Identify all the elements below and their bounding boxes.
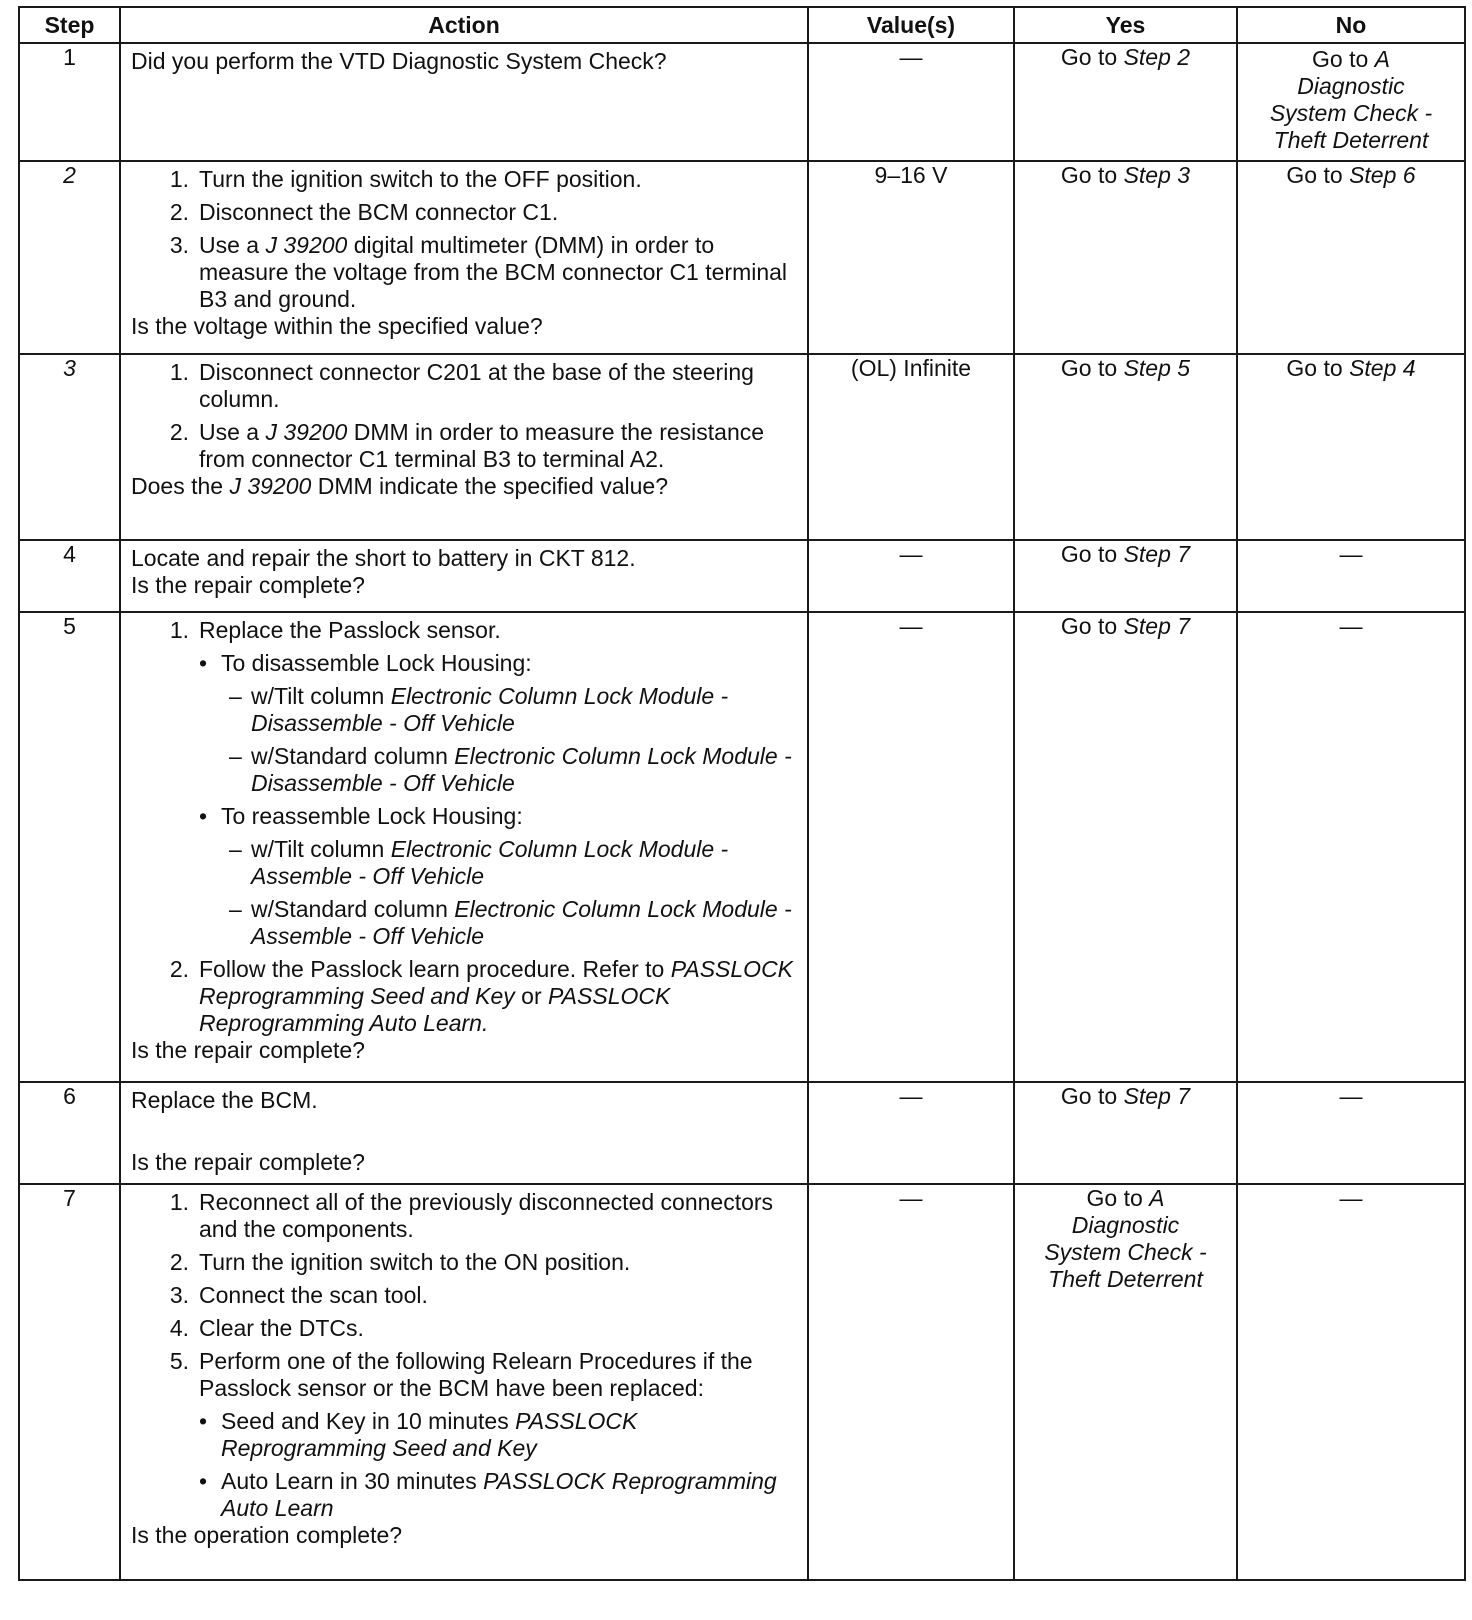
value-cell: 9–16 V (808, 161, 1014, 354)
value-cell: — (808, 1184, 1014, 1580)
go-to-text: Go to (1060, 355, 1124, 381)
value-cell: — (808, 612, 1014, 1082)
procedure-ref-link[interactable]: PASSLOCK Reprogramming Auto Learn. (199, 983, 671, 1036)
action-cell (120, 540, 808, 612)
step-ref-link[interactable]: Step 3 (1123, 162, 1191, 188)
instruction: Connect the scan tool. (199, 1282, 428, 1308)
procedure-ref-link[interactable]: Electronic Column Lock Module - Assemble - Off Vehicle (251, 896, 792, 949)
step-number: 1 (19, 43, 120, 161)
action-cell: 1. Disconnect connector C201 at the base of the steering column. 2. Use a J 39200 DMM in order to measure the resistance from connector C1 terminal B3 to terminal A2. Does the J 39200 DMM indicate the specified value? (120, 354, 808, 540)
bullet-item: To disassemble Lock Housing: (221, 650, 532, 676)
go-to-text: Go to (1312, 46, 1375, 72)
table-row (19, 161, 1465, 354)
tool-ref: J 39200 (265, 419, 348, 445)
header-no: No (1237, 7, 1465, 43)
table-row (19, 1082, 1465, 1184)
header-step: Step (19, 7, 120, 43)
question: Does the J 39200 DMM indicate the specified value? (131, 473, 668, 499)
instruction: Perform one of the following Relearn Procedures if the Passlock sensor or the BCM have been replaced: (199, 1348, 753, 1401)
go-to-text: Go to (1060, 1083, 1124, 1109)
go-to-text: Go to (1060, 162, 1124, 188)
question: Is the repair complete? (131, 1149, 365, 1175)
procedure-ref-link[interactable]: PASSLOCK Reprogramming Seed and Key (199, 956, 794, 1009)
go-to-text: Go to (1086, 1185, 1150, 1211)
instruction: Replace the Passlock sensor. (199, 617, 501, 643)
procedure-ref-link[interactable]: A Diagnostic System Check - Theft Deterrent (1269, 46, 1433, 153)
go-to-text: Go to (1060, 44, 1124, 70)
table-row (19, 1184, 1465, 1580)
instruction: Clear the DTCs. (199, 1315, 364, 1341)
instruction: Disconnect the BCM connector C1. (199, 199, 559, 225)
question: Did you perform the VTD Diagnostic System Check? (131, 48, 667, 74)
no-cell (1237, 354, 1465, 540)
go-to-text: Go to (1286, 162, 1350, 188)
instruction: Reconnect all of the previously disconnected connectors and the components. (199, 1189, 774, 1242)
table-row (19, 612, 1465, 1082)
bullet-item: Seed and Key in 10 minutes PASSLOCK Reprogramming Seed and Key (221, 1408, 638, 1461)
step-ref-link[interactable]: Step 6 (1349, 162, 1416, 188)
go-to-text: Go to (1286, 355, 1350, 381)
value-cell: — (808, 43, 1014, 161)
value-cell: — (808, 1082, 1014, 1184)
header-action: Action (120, 7, 808, 43)
procedure-ref-link[interactable]: PASSLOCK Reprogramming Auto Learn (221, 1468, 777, 1521)
instruction: Use a J 39200 DMM in order to measure the resistance from connector C1 terminal B3 to terminal A2. (199, 419, 765, 472)
yes-cell (1014, 43, 1237, 161)
header-row (19, 7, 1465, 43)
question: Is the operation complete? (131, 1522, 403, 1548)
dash-item: w/Tilt column Electronic Column Lock Module - Disassemble - Off Vehicle (251, 683, 729, 736)
action-cell: 1. Turn the ignition switch to the OFF position. 2. Disconnect the BCM connector C1. 3. Use a J 39200 digital multimeter (DMM) in order to measure the voltage from the BCM connector C1 terminal B3 and ground. Is the voltage within the specified value? (120, 161, 808, 354)
no-cell: — (1237, 1082, 1465, 1184)
yes-cell (1014, 354, 1237, 540)
go-to-text: Go to (1060, 613, 1124, 639)
no-cell: — (1237, 1184, 1465, 1580)
step-number: 3 (19, 354, 120, 540)
dash-item: w/Standard column Electronic Column Lock Module - Disassemble - Off Vehicle (251, 743, 792, 796)
instruction: Replace the BCM. (131, 1087, 318, 1113)
no-cell: — (1237, 540, 1465, 612)
yes-cell (1014, 161, 1237, 354)
go-to-text: Go to (1060, 541, 1124, 567)
step-ref-link[interactable]: Step 7 (1123, 1083, 1191, 1109)
table-row (19, 354, 1465, 540)
tool-ref: J 39200 (265, 232, 348, 258)
no-cell: — (1237, 612, 1465, 1082)
yes-cell (1014, 540, 1237, 612)
action-cell: 1. Reconnect all of the previously disconnected connectors and the components. 2. Turn the ignition switch to the ON position. 3. Connect the scan tool. 4. Clear the DTCs. 5. Perform one of the following Relearn Procedures if the Passlock sensor or the BCM have been replaced: • Seed and Key in 10 minutes PASSLOCK Reprogramming Seed and Key • Auto Learn in 30 minutes PASSLOCK Reprogramming Auto Learn Is the operation complete? (120, 1184, 808, 1580)
step-ref-link[interactable]: Step 2 (1123, 44, 1191, 70)
instruction: Turn the ignition switch to the OFF position. (199, 166, 642, 192)
dash-item: w/Tilt column Electronic Column Lock Module - Assemble - Off Vehicle (251, 836, 729, 889)
step-number: 4 (19, 540, 120, 612)
no-cell (1237, 161, 1465, 354)
step-ref-link[interactable]: Step 7 (1123, 541, 1191, 567)
value-cell: (OL) Infinite (808, 354, 1014, 540)
step-number: 6 (19, 1082, 120, 1184)
step-number: 5 (19, 612, 120, 1082)
step-number: 7 (19, 1184, 120, 1580)
header-values: Value(s) (808, 7, 1014, 43)
procedure-ref-link[interactable]: A Diagnostic System Check - Theft Deterrent (1044, 1185, 1207, 1292)
dash-item: w/Standard column Electronic Column Lock Module - Assemble - Off Vehicle (251, 896, 792, 949)
action-cell (120, 1082, 808, 1184)
header-yes: Yes (1014, 7, 1237, 43)
instruction: Follow the Passlock learn procedure. Refer to PASSLOCK Reprogramming Seed and Key or PASSLOCK Reprogramming Auto Learn. (199, 956, 794, 1036)
procedure-ref-link[interactable]: Electronic Column Lock Module - Disassemble - Off Vehicle (251, 743, 792, 796)
yes-cell (1014, 1184, 1237, 1580)
diagnostic-table (18, 6, 1466, 1581)
table-row (19, 43, 1465, 161)
action-cell (120, 43, 808, 161)
yes-cell (1014, 1082, 1237, 1184)
instruction: Locate and repair the short to battery in CKT 812. (131, 545, 636, 571)
instruction: Disconnect connector C201 at the base of the steering column. (199, 359, 754, 412)
value-cell: — (808, 540, 1014, 612)
question: Is the repair complete? (131, 1037, 365, 1063)
table-row (19, 540, 1465, 612)
step-ref-link[interactable]: Step 5 (1123, 355, 1191, 381)
step-ref-link[interactable]: Step 4 (1349, 355, 1416, 381)
procedure-ref-link[interactable]: PASSLOCK Reprogramming Seed and Key (221, 1408, 638, 1461)
instruction: Use a J 39200 digital multimeter (DMM) in order to measure the voltage from the BCM connector C1 terminal B3 and ground. (199, 232, 788, 312)
yes-cell (1014, 612, 1237, 1082)
procedure-ref-link[interactable]: Electronic Column Lock Module - Assemble - Off Vehicle (251, 836, 729, 889)
instruction: Turn the ignition switch to the ON position. (199, 1249, 631, 1275)
no-cell (1237, 43, 1465, 161)
bullet-item: Auto Learn in 30 minutes PASSLOCK Reprogramming Auto Learn (221, 1468, 777, 1521)
step-number: 2 (19, 161, 120, 354)
procedure-ref-link[interactable]: Electronic Column Lock Module - Disassemble - Off Vehicle (251, 683, 729, 736)
action-cell: 1. Replace the Passlock sensor. • To disassemble Lock Housing: – w/Tilt column Electronic Column Lock Module - Disassemble - Off Vehicle – w/Standard column Electronic Column Lock Module - Disassemble - Off Vehicle • To reassemble Lock Housing: – w/Tilt column Electronic Column Lock Module - Assemble - Off Vehicle – w/Standard column Electronic Column Lock Module - Assemble - Off Vehicle 2. Follow the Passlock learn procedure. Refer to PASSLOCK Reprogramming Seed and Key or PASSLOCK Reprogramming Auto Learn. Is the repair complete? (120, 612, 808, 1082)
step-ref-link[interactable]: Step 7 (1123, 613, 1191, 639)
question: Is the voltage within the specified value? (131, 313, 543, 339)
question: Is the repair complete? (131, 572, 365, 598)
bullet-item: To reassemble Lock Housing: (221, 803, 523, 829)
